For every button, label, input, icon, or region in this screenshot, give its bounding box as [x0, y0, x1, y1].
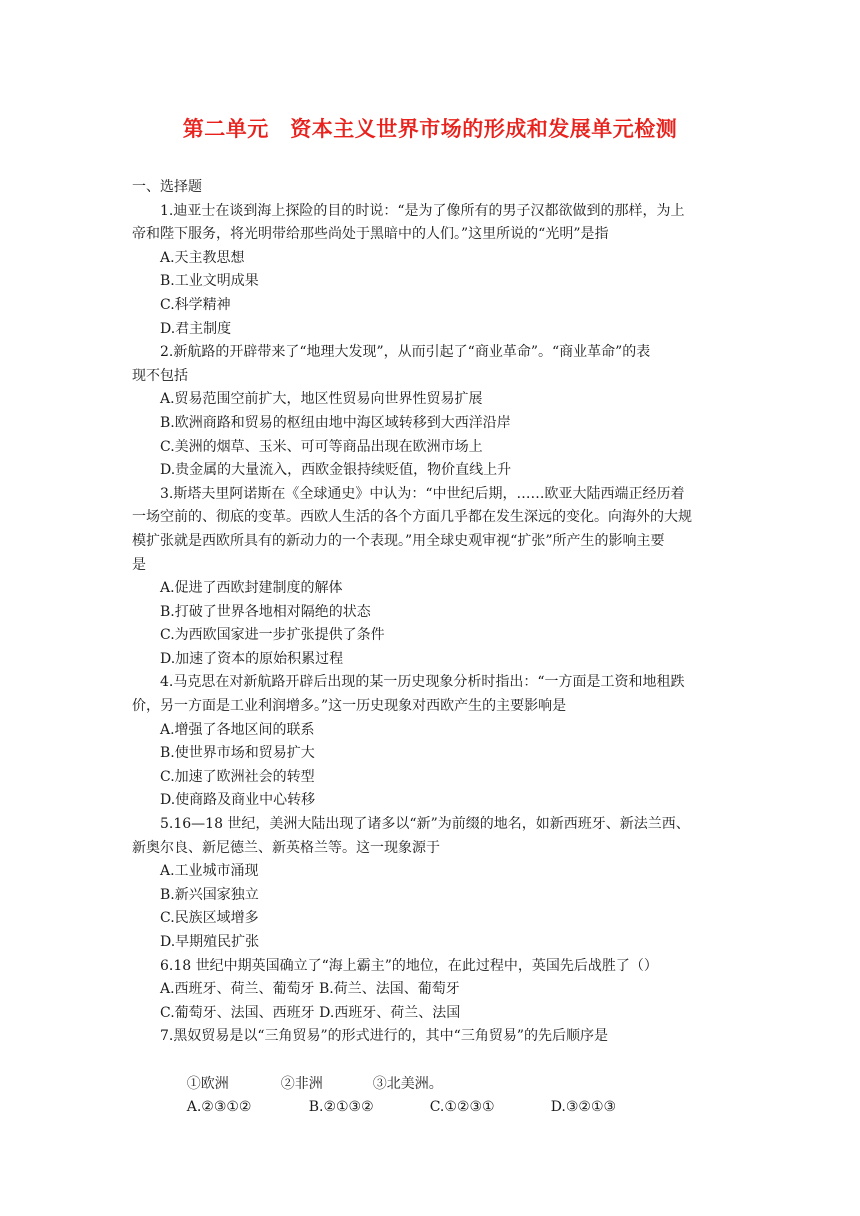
q7-items [132, 1049, 732, 1092]
q3-option-b: B.打破了世界各地相对隔绝的状态 [160, 603, 371, 620]
q7-item-3: ③北美洲。 [372, 1075, 443, 1092]
q5-option-d: D.早期殖民扩张 [160, 934, 260, 950]
q4-stem-line-1: 4.马克思在对新航路开辟后出现的某一历史现象分析时指出：“一方面是工资和地租跌 [160, 674, 685, 691]
q3-option-d: D.加速了资本的原始积累过程 [160, 650, 344, 667]
q7-item-2: ②非洲 [280, 1075, 323, 1092]
q5-option-b: B.新兴国家独立 [160, 886, 259, 903]
q1-stem-line-2: 帝和陛下服务，将光明带给那些尚处于黑暗中的人们。”这里所说的“光明”是指 [132, 226, 609, 243]
section-heading: 一、选择题 [132, 179, 202, 195]
q7-option-c: C.①②③① [429, 1099, 495, 1116]
q2-stem-line-2: 现不包括 [132, 367, 188, 384]
q7-option-b: B.②①③② [308, 1099, 374, 1116]
q5-option-a: A.工业城市涌现 [160, 863, 259, 880]
q2-option-d: D.贵金属的大量流入，西欧金银持续贬值，物价直线上升 [160, 462, 512, 479]
q1-option-c: C.科学精神 [160, 296, 231, 313]
q4-stem-line-2: 价，另一方面是工业利润增多。”这一历史现象对西欧产生的主要影响是 [132, 698, 567, 715]
q5-stem-line-1: 5.16—18 世纪，美洲大陆出现了诸多以“新”为前缀的地名，如新西班牙、新法兰西、 [160, 816, 690, 833]
q2-option-b: B.欧洲商路和贸易的枢纽由地中海区域转移到大西洋沿岸 [160, 414, 511, 431]
q7-item-1: ①欧洲 [186, 1075, 229, 1092]
q3-option-c: C.为西欧国家进一步扩张提供了条件 [160, 627, 385, 644]
q2-option-a: A.贸易范围空前扩大，地区性贸易向世界性贸易扩展 [160, 391, 483, 408]
q3-stem-line-4: 是 [132, 556, 146, 573]
q3-stem-line-1: 3.斯塔夫里阿诺斯在《全球通史》中认为：“中世纪后期，……欧亚大陆西端正经历着 [160, 485, 685, 502]
q1-option-a: A.天主教思想 [160, 249, 245, 266]
q6-stem: 6.18 世纪中期英国确立了“海上霸主”的地位，在此过程中，英国先后战胜了（） [160, 957, 658, 974]
q4-option-b: B.使世界市场和贸易扩大 [160, 745, 315, 762]
q5-option-c: C.民族区域增多 [160, 910, 259, 927]
q4-option-a: A.增强了各地区间的联系 [160, 721, 315, 738]
q4-option-c: C.加速了欧洲社会的转型 [160, 768, 315, 785]
question-body [132, 176, 732, 1116]
q4-option-d: D.使商路及商业中心转移 [160, 792, 316, 809]
q3-stem-line-2: 一场空前的、彻底的变革。西欧人生活的各个方面几乎都在发生深远的变化。向海外的大规 [132, 509, 692, 526]
q6-options-cd: C.葡萄牙、法国、西班牙 D.西班牙、荷兰、法国 [160, 1004, 461, 1021]
q7-stem: 7.黑奴贸易是以“三角贸易”的形式进行的，其中“三角贸易”的先后顺序是 [160, 1028, 608, 1045]
q3-stem-line-3: 模扩张就是西欧所具有的新动力的一个表现。”用全球史观审视“扩张”所产生的影响主要 [132, 532, 665, 549]
q1-stem-line-1: 1.迪亚士在谈到海上探险的目的时说：“是为了像所有的男子汉都欲做到的那样，为上 [160, 202, 685, 219]
q5-stem-line-2: 新奥尔良、新尼德兰、新英格兰等。这一现象源于 [132, 839, 440, 856]
q3-option-a: A.促进了西欧封建制度的解体 [160, 580, 343, 597]
q1-option-b: B.工业文明成果 [160, 273, 259, 290]
q1-option-d: D.君主制度 [160, 320, 232, 337]
q7-option-a: A.②③①② [186, 1099, 252, 1116]
page-title: 第二单元 资本主义世界市场的形成和发展单元检测 [182, 117, 678, 141]
q6-options-ab: A.西班牙、荷兰、葡萄牙 B.荷兰、法国、葡萄牙 [160, 981, 460, 998]
q2-option-c: C.美洲的烟草、玉米、可可等商品出现在欧洲市场上 [160, 438, 483, 455]
q7-option-d: D.③②①③ [550, 1099, 617, 1116]
q2-stem-line-1: 2.新航路的开辟带来了“地理大发现”，从而引起了“商业革命”。“商业革命”的表 [160, 344, 651, 361]
